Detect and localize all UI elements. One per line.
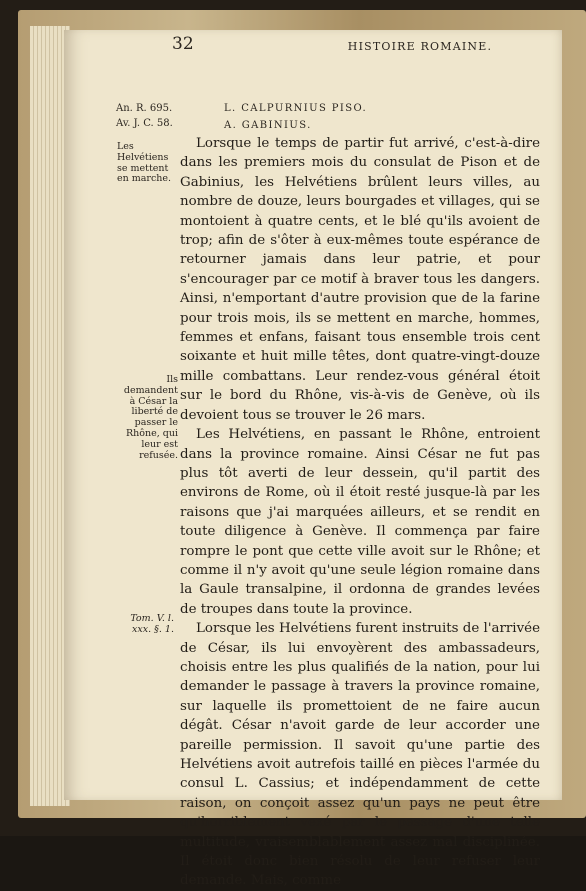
year-bc: Av. J. C. 58. <box>116 118 173 129</box>
margin-note-rhone: Ils demandent à César la liberté de passer le Rhône, qui leur est refusée. <box>123 374 178 461</box>
paragraph-3: Lorsque les Helvétiens furent instruits de l'arrivée de César, ils lui envoyèrent des ambassadeurs, choisis entre les plus qualifiés de la nation, pour lui demander le passage à travers la province romaine, sur laquelle ils promettoient de ne faire aucun dégât. César n'avoit garde de leur accorder une pareille permission. Il savoit qu'une partie des Helvétiens avoit autrefois taillé en pièces l'armée du consul L. Cassius; et indépendamment de cette raison, on conçoit assez qu'un pays ne peut être qu'horriblement vexé par le passage d'une telle multitude, vraisemblablement assez mal disciplinée. Il étoit donc bien résolu de leur refuser leur demande. Mais, comme <box>180 621 540 889</box>
running-title: HISTOIRE ROMAINE. <box>347 40 493 53</box>
consuls-list <box>224 100 367 134</box>
paragraph-1: Lorsque le temps de partir fut arrivé, c'est-à-dire dans les premiers mois du consulat de Pison et de Gabinius, les Helvétiens brûlent leurs villes, au nombre de douze, leurs bourgades et villages, qui se montoient à quatre cents, et le blé qu'ils avoient de trop; afin de s'ôter à eux-mêmes toute espérance de retourner jamais dans leur patrie, et pour s'encourager par ce motif à braver tous les dangers. Ainsi, n'emportant d'autre provision que de la farine pour trois mois, ils se mettent en marche, hommes, femmes et enfans, faisant tous ensemble trois cent soixante et huit mille têtes, dont quatre-vingt-douze mille combattans. Leur rendez-vous général étoit sur le bord du Rhône, vis-à-vis de Genève, où ils devoient tous se trouver le 26 mars. <box>180 136 540 423</box>
consul-2: A. GABINIUS. <box>224 120 312 131</box>
year-notation <box>116 101 196 131</box>
paragraph-2: Les Helvétiens, en passant le Rhône, entroient dans la province romaine. Ainsi César ne fut pas plus tôt averti de leur dessein, qu'il partit des environs de Rome, où il étoit resté jusque-là par les raisons que j'ai marquées ailleurs, et se rendit en toute diligence à Genève. Il commença par faire rompre le pont que cette ville avoit sur le Rhône; et comme il n'y avoit qu'une seule légion romaine dans la Gaule transalpine, il ordonna de grandes levées de troupes dans toute la province. <box>180 427 540 617</box>
page-number: 32 <box>172 34 194 54</box>
margin-note-reference: Tom. V. l. xxx. §. 1. <box>130 613 174 635</box>
margin-note-march: Les Helvétiens se mettent en marche. <box>117 141 172 185</box>
year-rome: An. R. 695. <box>116 103 173 114</box>
consul-1: L. CALPURNIUS PISO. <box>224 103 368 114</box>
body-text <box>180 134 540 891</box>
